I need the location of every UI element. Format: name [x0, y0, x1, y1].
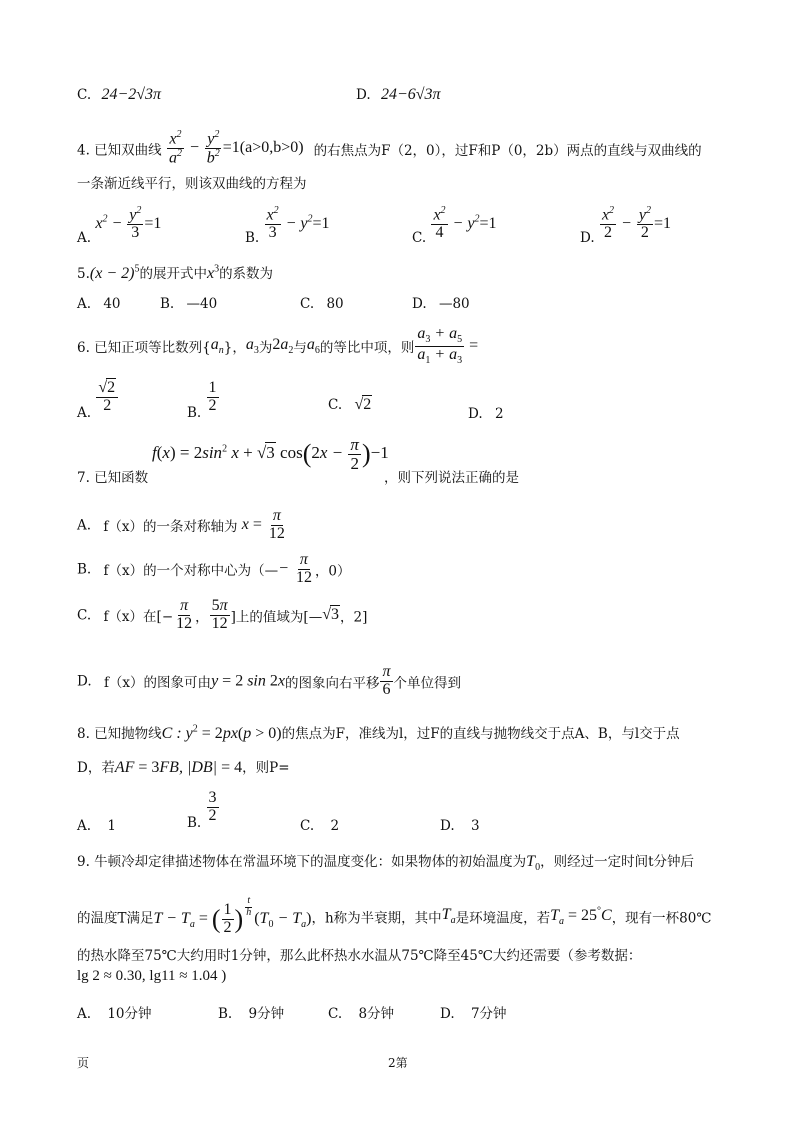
- q7-option-c: [77, 598, 367, 633]
- option-label: B.: [245, 229, 260, 246]
- option-value: 7分钟: [470, 1006, 507, 1022]
- q9-cooling-formula: $T - T_a$ = ( $\frac{1}{2}$ ) $^{\frac{t}{h}}$ $(T_0 - T_a)$: [153, 895, 312, 937]
- q9-text2b: ，h称为半衰期，其中: [311, 910, 442, 927]
- option-value: 40: [103, 296, 121, 312]
- q6-mid1: }，: [223, 340, 246, 357]
- q6-ratio: $\frac{a_3 + a_5}{a_1 + a_3}$ =: [417, 325, 479, 366]
- q8-option-c: [300, 818, 339, 834]
- q8-stem-line1: [77, 722, 680, 743]
- q6-option-c: [328, 396, 372, 414]
- q6-an: $a_n$: [210, 336, 224, 357]
- q8-option-b: [187, 789, 220, 831]
- option-text3: ]上的值域为[—: [230, 609, 323, 626]
- q7-interval-right: $\frac{5\pi}{12}$: [211, 597, 228, 632]
- option-text1: f（x）在[−: [103, 609, 174, 626]
- q9-option-d: [440, 1002, 507, 1022]
- page-number: 2第: [388, 1056, 408, 1070]
- q9-text1b: ，则经过一定时间t分钟后: [540, 854, 695, 870]
- option-label: A.: [77, 404, 92, 421]
- option-label: B.: [187, 404, 202, 421]
- option-text2: 的图象向右平移: [284, 675, 380, 692]
- q5-prefix: 5.: [77, 266, 90, 282]
- q7-sqrt3: √3: [322, 606, 339, 624]
- option-text2: ，: [195, 609, 209, 626]
- q7-base-function: y = 2 sin 2x: [211, 672, 285, 690]
- q6-mid4: 的等比中项，则: [319, 340, 415, 357]
- option-value: 8分钟: [358, 1006, 395, 1022]
- option-text3: 个单位得到: [393, 675, 461, 692]
- q9-ta: $T_a$: [441, 906, 456, 927]
- q7-option-a: [77, 508, 288, 543]
- option-label: B.: [77, 561, 92, 578]
- q9-text2d: ，现有一杯80℃: [611, 910, 712, 927]
- option-text: f（x）的一条对称轴为: [103, 519, 238, 536]
- option-label: A.: [77, 296, 92, 312]
- option-label: C.: [300, 818, 315, 834]
- q5-suffix: 的系数为: [219, 266, 274, 282]
- q4-text1: 的右焦点为F（2，0），过F和P（0，2b）两点的直线与双曲线的: [313, 142, 702, 159]
- q4-option-d: [580, 205, 671, 246]
- option-value: 24−6√3π: [380, 86, 441, 103]
- footer-left: 页: [77, 1056, 90, 1070]
- q4-prefix: 4. 已知双曲线: [77, 142, 162, 159]
- option-value: 1: [107, 818, 116, 834]
- option-label: A.: [77, 229, 92, 246]
- q5-term: $x^3$: [206, 263, 220, 282]
- q6-option-b: [187, 379, 220, 421]
- q6-a6: $a_6$: [306, 336, 320, 357]
- q9-line1: [77, 850, 694, 873]
- q5-option-c: [300, 296, 344, 312]
- q7-center-formula: − $\frac{\pi}{12}$: [278, 551, 312, 586]
- option-label: B.: [218, 1006, 233, 1022]
- q9-line2: [77, 896, 711, 937]
- q6-stem: [77, 326, 478, 366]
- q9-ta-value: $T_a = 25^\circ C$: [550, 905, 612, 928]
- q4-option-b: [245, 205, 330, 246]
- q6-prefix: 6. 已知正项等比数列{: [77, 340, 211, 357]
- option-label: D.: [77, 673, 92, 690]
- q8-text1: 的焦点为F，准线为l，过F的直线与抛物线交于点A、B，与l交于点: [281, 726, 680, 742]
- q9-text1: 9. 牛顿冷却定律描述物体在常温环境下的温度变化：如果物体的初始温度为: [77, 854, 527, 870]
- q7-option-d: [77, 664, 461, 699]
- option-tail: ，0）: [314, 563, 351, 580]
- q3-option-c: [77, 86, 161, 104]
- option-text1: f（x）的图象可由: [103, 675, 212, 692]
- option-label: A.: [77, 1006, 92, 1022]
- q7-prefix: 7. 已知函数: [77, 470, 149, 486]
- option-value: 2: [330, 818, 340, 834]
- option-value: 2: [494, 406, 504, 422]
- option-label: C.: [328, 1006, 343, 1022]
- q8-option-d: [440, 818, 480, 834]
- q6-option-d: [468, 406, 504, 422]
- q8-prefix: 8. 已知抛物线: [77, 726, 162, 742]
- option-formula: $\frac{x^2}{2}$ − $\frac{y^2}{2}$ =1: [601, 205, 671, 242]
- q8-option-a: [77, 818, 116, 834]
- option-label: D.: [440, 1006, 455, 1022]
- q5-option-b: [160, 296, 217, 312]
- option-label: C.: [77, 87, 92, 103]
- q7-option-b: [77, 552, 351, 587]
- q5-binomial: $(x - 2)^5$: [89, 263, 140, 282]
- option-label: C.: [300, 296, 315, 312]
- q4-stem: [77, 130, 702, 167]
- option-value: 24−2√3π: [101, 86, 162, 103]
- q6-2a2: $2a_2$: [272, 336, 294, 357]
- q9-reference-data: lg 2 ≈ 0.30, lg11 ≈ 1.04 ): [77, 968, 227, 984]
- q5-option-d: [412, 296, 470, 312]
- option-formula: $x^2$ − $\frac{y^2}{3}$ =1: [95, 205, 162, 242]
- option-formula: √2: [354, 396, 372, 413]
- q4-option-c: [412, 205, 497, 246]
- q9-option-c: [328, 1002, 394, 1022]
- q7-function-formula: $f(x) = 2\sin^2$ x + √3 cos(2x − $\frac{\pi}{2}$ )−1: [152, 435, 389, 473]
- q4-text2: 一条渐近线平行，则该双曲线的方程为: [77, 176, 307, 192]
- q8-vector-condition: AF = 3FB, |DB| = 4: [114, 759, 243, 776]
- q8-text2: D，若: [77, 760, 115, 776]
- option-value: 3: [470, 818, 480, 834]
- option-label: C.: [412, 229, 427, 246]
- q7-interval-left: $\frac{\pi}{12}$: [176, 597, 193, 632]
- q4-option-a: [77, 205, 162, 246]
- option-formula: $\frac{1}{2}$: [208, 379, 217, 414]
- option-label: A.: [77, 517, 92, 534]
- q9-text3: 的热水降至75℃大约用时1分钟，那么此杯热水水温从75℃降至45℃大约还需要（参考数据：: [77, 948, 642, 964]
- q7-axis-formula: x = $\frac{\pi}{12}$: [241, 507, 285, 542]
- option-label: C.: [328, 397, 343, 413]
- q4-condition: =1(a>0,b>0): [222, 139, 304, 157]
- q9-t0: $T_0$: [526, 853, 541, 874]
- option-formula: $\frac{x^2}{3}$ − $y^2=1$: [266, 205, 330, 242]
- q6-mid2: 为: [258, 340, 273, 357]
- option-label: D.: [440, 818, 455, 834]
- q8-stem-line2: [77, 756, 290, 777]
- option-text4: ，2]: [339, 609, 368, 626]
- q4-hyperbola-equation: $\frac{x^2}{a^2}$ − $\frac{y^2}{b^2}$ =1(a>0,b>0): [168, 129, 304, 167]
- option-value: —40: [186, 296, 218, 312]
- option-formula: $\frac{x^2}{4}$ − $y^2=1$: [433, 205, 497, 242]
- q6-option-a: [77, 379, 119, 421]
- q5-option-a: [77, 296, 121, 312]
- option-value: 10分钟: [107, 1006, 152, 1022]
- option-value: 80: [326, 296, 344, 312]
- option-label: D.: [356, 87, 371, 103]
- option-label: B.: [187, 814, 202, 831]
- q3-option-d: [356, 86, 441, 104]
- option-value: 9分钟: [248, 1006, 285, 1022]
- option-label: C.: [77, 607, 92, 624]
- q9-text2a: 的温度T满足: [77, 910, 154, 927]
- q7-suffix: ，则下列说法正确的是: [384, 470, 519, 486]
- q5-stem: [77, 262, 273, 283]
- q8-parabola: C : $y^2 = 2px(p > 0)$: [161, 723, 282, 742]
- q8-text3: ，则P=: [242, 760, 290, 776]
- option-label: D.: [580, 229, 595, 246]
- option-formula: $\frac{3}{2}$: [208, 789, 217, 824]
- q6-mid3: 与: [293, 340, 307, 357]
- option-label: A.: [77, 818, 92, 834]
- option-text: f（x）的一个对称中心为（—: [103, 563, 279, 580]
- option-label: B.: [160, 296, 175, 312]
- q9-text2c: 是环境温度，若: [455, 910, 551, 927]
- option-value: —80: [438, 296, 470, 312]
- q6-a3: $a_3$: [245, 336, 259, 357]
- option-label: D.: [468, 406, 483, 422]
- option-label: D.: [412, 296, 427, 312]
- q9-option-a: [77, 1002, 152, 1022]
- option-formula: $\frac{√2}{2}$: [95, 388, 119, 405]
- q7-shift: $\frac{\pi}{6}$: [382, 663, 391, 698]
- q9-option-b: [218, 1002, 284, 1022]
- q5-middle: 的展开式中: [139, 266, 207, 282]
